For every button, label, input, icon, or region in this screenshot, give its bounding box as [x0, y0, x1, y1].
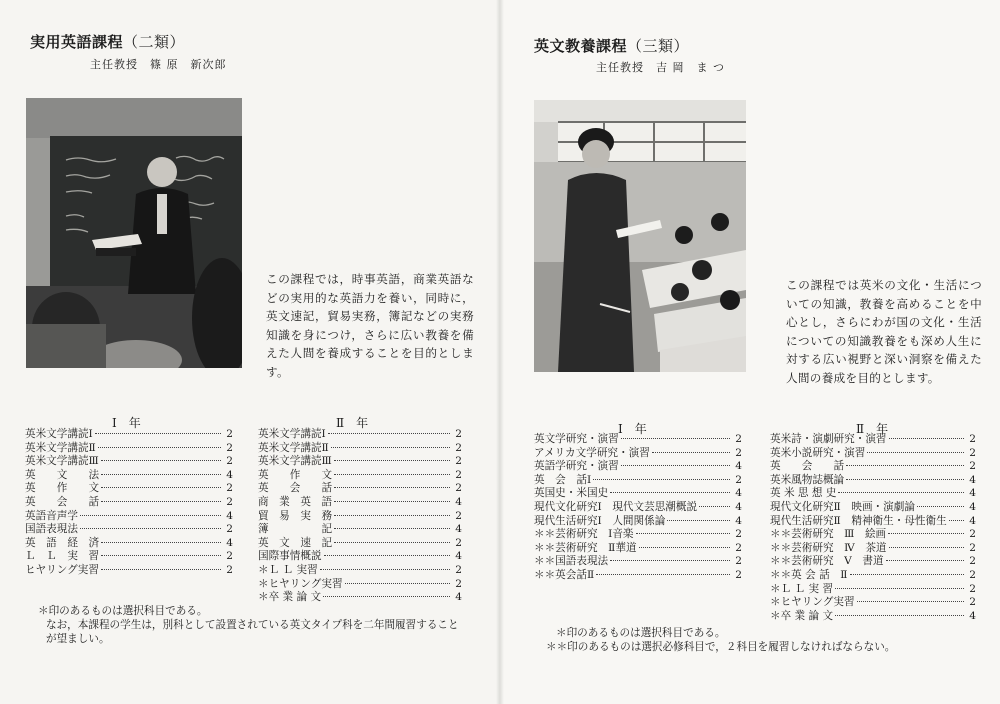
course-row	[258, 578, 462, 592]
course-row	[258, 482, 462, 496]
course-credits: 4	[455, 550, 462, 563]
course-name: ＊＊芸術研究 Ⅱ華道	[534, 541, 637, 554]
course-row	[770, 474, 976, 488]
course-name: 現代文化研究Ⅰ 現代文芸思潮概説	[534, 500, 698, 513]
course-row	[258, 442, 462, 456]
course-name: ＊ヒヤリング実習	[258, 577, 343, 590]
course-name: ＊Ｌ Ｌ 実習	[258, 563, 318, 576]
course-credits: 4	[735, 514, 742, 527]
course-name: 貿 易 実 務	[258, 509, 333, 522]
course-name: 簿 記	[258, 523, 333, 536]
course-credits: 4	[735, 460, 742, 473]
course-credits: 4	[735, 487, 742, 500]
leader-dots	[80, 515, 221, 516]
course-credits: 4	[969, 514, 976, 527]
course-name: 現代文化研究Ⅱ 映画・演劇論	[770, 500, 915, 513]
course-title: 英文教養課程	[534, 37, 628, 55]
course-name: ＊卒 業 論 文	[258, 591, 322, 604]
leader-dots	[867, 452, 964, 453]
course-row	[534, 433, 742, 447]
leader-dots	[98, 447, 221, 448]
leader-dots	[101, 501, 221, 502]
course-credits: 2	[455, 563, 462, 576]
course-row	[258, 455, 462, 469]
course-name: 英米詩・演劇研究・演習	[770, 433, 887, 445]
course-name: Ｌ Ｌ 実 習	[25, 550, 100, 563]
course-row	[25, 537, 233, 551]
course-name: 英米文学講読Ⅱ	[25, 441, 96, 454]
course-name: 英米文学講読Ⅲ	[25, 455, 99, 468]
classroom-photo-drawing	[534, 100, 746, 372]
leader-dots	[889, 547, 964, 548]
course-name: 商 業 英 語	[258, 495, 333, 508]
note-line: が望ましい。	[46, 633, 110, 645]
course-row	[770, 460, 976, 474]
course-name: ＊Ｌ Ｌ 実 習	[770, 582, 834, 595]
course-credits: 2	[226, 523, 233, 536]
course-row	[770, 515, 976, 529]
course-name: 英語音声学	[25, 509, 78, 522]
course-credits: 2	[969, 541, 976, 554]
leader-dots	[652, 452, 730, 453]
leader-dots	[846, 465, 964, 466]
leader-dots	[850, 574, 965, 575]
leader-dots	[334, 528, 450, 529]
course-row	[25, 428, 233, 442]
course-row	[534, 542, 742, 556]
course-row	[770, 542, 976, 556]
course-row	[534, 474, 742, 488]
course-row	[25, 455, 233, 469]
course-name: 英国史・米国史	[534, 487, 609, 500]
course-row	[258, 510, 462, 524]
page-fold	[496, 0, 504, 704]
course-credits: 2	[735, 528, 742, 541]
course-credits: 2	[226, 441, 233, 454]
classroom-photo-drawing	[26, 98, 242, 368]
leader-dots	[320, 569, 450, 570]
course-name: 英 会 話	[25, 495, 100, 508]
course-name: 英米文学講読Ⅲ	[258, 455, 332, 468]
course-row	[25, 550, 233, 564]
course-credits: 2	[226, 495, 233, 508]
course-credits: 2	[735, 473, 742, 486]
course-credits: 2	[226, 563, 233, 576]
leader-dots	[323, 596, 450, 597]
course-row	[770, 487, 976, 501]
note-line: なお，本課程の学生は，別科として設置されている英文タイプ科を二年間履習すること	[46, 619, 459, 631]
course-name: 英 米 思 想 史	[770, 487, 837, 500]
course-row	[258, 537, 462, 551]
leader-dots	[846, 479, 964, 480]
course-row	[25, 496, 233, 510]
leader-dots	[835, 588, 964, 589]
course-row	[258, 469, 462, 483]
course-row	[258, 550, 462, 564]
course-name: ＊卒 業 論 文	[770, 609, 834, 622]
course-row	[534, 528, 742, 542]
year1-header: Ⅰ 年	[618, 422, 647, 436]
course-row	[534, 487, 742, 501]
course-name: 英米文学講読Ⅰ	[258, 428, 326, 440]
leader-dots	[596, 574, 730, 575]
course-row	[258, 523, 462, 537]
course-name: 英語学研究・演習	[534, 460, 619, 473]
leader-dots	[334, 501, 450, 502]
course-name: 現代生活研究Ⅱ 精神衛生・母性衛生	[770, 514, 947, 527]
course-credits: 2	[969, 582, 976, 595]
course-credits: 2	[226, 428, 233, 440]
course-name: 英 会 話	[258, 482, 333, 495]
course-credits: 2	[226, 550, 233, 563]
course-credits: 4	[226, 536, 233, 549]
course-credits: 2	[969, 446, 976, 459]
course-credits: 4	[226, 509, 233, 522]
note-line: ＊印のあるものは選択科目である。	[556, 627, 726, 639]
course-credits: 2	[969, 568, 976, 581]
leader-dots	[610, 492, 730, 493]
course-credits: 2	[455, 577, 462, 590]
course-credits: 4	[969, 473, 976, 486]
course-name: ＊＊芸術研究 Ⅰ音楽	[534, 528, 634, 541]
note-line: ＊印のあるものは選択科目である。	[38, 605, 208, 617]
classroom-photo	[534, 100, 746, 372]
year1-course-list	[534, 433, 742, 583]
right-page	[500, 0, 1000, 704]
course-name: 英米小説研究・演習	[770, 446, 866, 459]
professor-byline: 主任教授 吉 岡 ま つ	[596, 61, 725, 74]
course-name: 英 文 法	[25, 468, 100, 481]
course-credits: 2	[969, 460, 976, 473]
course-credits: 4	[455, 495, 462, 508]
course-name: 英米文学講読Ⅱ	[258, 441, 329, 454]
year1-header: Ⅰ 年	[112, 416, 141, 430]
course-credits: 2	[455, 482, 462, 495]
course-row	[258, 496, 462, 510]
leader-dots	[331, 447, 450, 448]
note-line: ＊＊印のあるものは選択必修科目で，２科目を履習しなければならない。	[546, 641, 896, 653]
leader-dots	[334, 474, 450, 475]
year2-course-list	[258, 428, 462, 605]
leader-dots	[80, 528, 221, 529]
course-row	[534, 501, 742, 515]
leader-dots	[667, 520, 730, 521]
leader-dots	[835, 615, 964, 616]
course-credits: 2	[735, 446, 742, 459]
leader-dots	[949, 520, 964, 521]
leader-dots	[886, 560, 964, 561]
leader-dots	[838, 492, 964, 493]
course-name: 英 作 文	[25, 482, 100, 495]
course-description: この課程では，時事英語，商業英語などの実用的な英語力を養い，同時に，英文速記，貿易実務，簿記などの実務知識を身につけ，さらに広い教養を備えた人間を養成することを目的とします。	[266, 272, 474, 379]
course-row	[534, 515, 742, 529]
leader-dots	[101, 487, 221, 488]
course-row	[770, 610, 976, 624]
course-credits: 2	[455, 509, 462, 522]
leader-dots	[324, 555, 450, 556]
course-row	[770, 501, 976, 515]
course-credits: 2	[735, 541, 742, 554]
course-name: 英文学研究・演習	[534, 433, 619, 445]
professor-byline: 主任教授 篠 原 新次郎	[90, 58, 227, 71]
year2-header: Ⅱ 年	[856, 422, 889, 436]
course-row	[25, 482, 233, 496]
course-row	[258, 591, 462, 605]
leader-dots	[889, 438, 964, 439]
leader-dots	[95, 433, 221, 434]
course-credits: 2	[455, 536, 462, 549]
course-name: 英 文 速 記	[258, 536, 333, 549]
leader-dots	[334, 460, 450, 461]
course-row	[770, 583, 976, 597]
course-heading	[30, 31, 185, 52]
course-row	[258, 428, 462, 442]
course-row	[25, 564, 233, 578]
course-row	[25, 469, 233, 483]
course-row	[258, 564, 462, 578]
course-credits: 2	[455, 441, 462, 454]
leader-dots	[621, 438, 730, 439]
leader-dots	[101, 474, 221, 475]
course-credits: 2	[226, 482, 233, 495]
course-name: 国際事情概説	[258, 550, 322, 563]
leader-dots	[328, 433, 450, 434]
leader-dots	[101, 460, 221, 461]
course-row	[25, 523, 233, 537]
leader-dots	[345, 583, 450, 584]
leader-dots	[857, 601, 964, 602]
course-name: アメリカ文学研究・演習	[534, 446, 650, 459]
course-class: （二類）	[123, 33, 186, 51]
course-row	[770, 528, 976, 542]
course-row	[770, 555, 976, 569]
leader-dots	[917, 506, 964, 507]
course-name: 英米風物誌概論	[770, 473, 845, 486]
leader-dots	[334, 487, 450, 488]
course-credits: 2	[735, 568, 742, 581]
leader-dots	[888, 533, 964, 534]
course-credits: 2	[969, 555, 976, 568]
year2-header: Ⅱ 年	[336, 416, 369, 430]
course-row	[534, 460, 742, 474]
year1-course-list	[25, 428, 233, 578]
course-name: ＊＊芸術研究 Ⅴ 書道	[770, 555, 884, 568]
course-name: ＊＊国語表現法	[534, 555, 609, 568]
leader-dots	[101, 542, 221, 543]
course-credits: 2	[969, 596, 976, 609]
course-credits: 2	[455, 428, 462, 440]
course-name: ＊＊英会話Ⅱ	[534, 568, 595, 581]
course-credits: 2	[969, 528, 976, 541]
course-row	[770, 433, 976, 447]
course-row	[25, 510, 233, 524]
leader-dots	[101, 569, 221, 570]
course-credits: 2	[455, 468, 462, 481]
course-credits: 2	[735, 433, 742, 445]
course-description: この課程では英米の文化・生活についての知識，教養を高めることを中心とし，さらにわが国の文化・生活についての知識教養をも深め人生に対する広い視野と深い洞察を備えた人間の養成を目的とします。	[786, 278, 982, 385]
course-name: 英 語 経 済	[25, 536, 100, 549]
leader-dots	[593, 479, 730, 480]
leader-dots	[334, 515, 450, 516]
course-credits: 2	[455, 455, 462, 468]
course-credits: 2	[735, 555, 742, 568]
course-row	[25, 442, 233, 456]
course-title: 実用英語課程	[30, 33, 124, 51]
year2-course-list	[770, 433, 976, 623]
course-name: 英米文学講読Ⅰ	[25, 428, 93, 440]
course-credits: 4	[969, 609, 976, 622]
course-credits: 2	[969, 433, 976, 445]
course-name: ＊＊芸術研究 Ⅳ 茶道	[770, 541, 887, 554]
course-credits: 4	[969, 500, 976, 513]
course-name: ヒヤリング実習	[25, 563, 99, 576]
course-row	[534, 569, 742, 583]
course-credits: 2	[226, 455, 233, 468]
classroom-photo	[26, 98, 242, 368]
course-credits: 4	[226, 468, 233, 481]
course-credits: 4	[455, 523, 462, 536]
course-name: 英 作 文	[258, 468, 333, 481]
leader-dots	[699, 506, 730, 507]
leader-dots	[639, 547, 730, 548]
course-row	[534, 447, 742, 461]
course-credits: 4	[455, 591, 462, 604]
course-name: 英 会 話Ⅰ	[534, 473, 592, 486]
course-name: ＊ヒヤリング実習	[770, 596, 855, 609]
course-name: ＊＊英 会 話 Ⅱ	[770, 568, 848, 581]
course-name: 国語表現法	[25, 523, 78, 536]
leader-dots	[621, 465, 730, 466]
course-row	[534, 555, 742, 569]
course-name: 英 会 話	[770, 460, 845, 473]
course-heading	[534, 35, 689, 56]
course-row	[770, 447, 976, 461]
course-row	[770, 596, 976, 610]
course-row	[770, 569, 976, 583]
leader-dots	[334, 542, 450, 543]
leader-dots	[636, 533, 730, 534]
leader-dots	[101, 555, 221, 556]
course-name: ＊＊芸術研究 Ⅲ 絵画	[770, 528, 887, 541]
course-class: （三類）	[627, 37, 690, 55]
course-name: 現代生活研究Ⅰ 人間関係論	[534, 514, 666, 527]
course-credits: 4	[969, 487, 976, 500]
leader-dots	[610, 560, 730, 561]
course-credits: 4	[735, 500, 742, 513]
